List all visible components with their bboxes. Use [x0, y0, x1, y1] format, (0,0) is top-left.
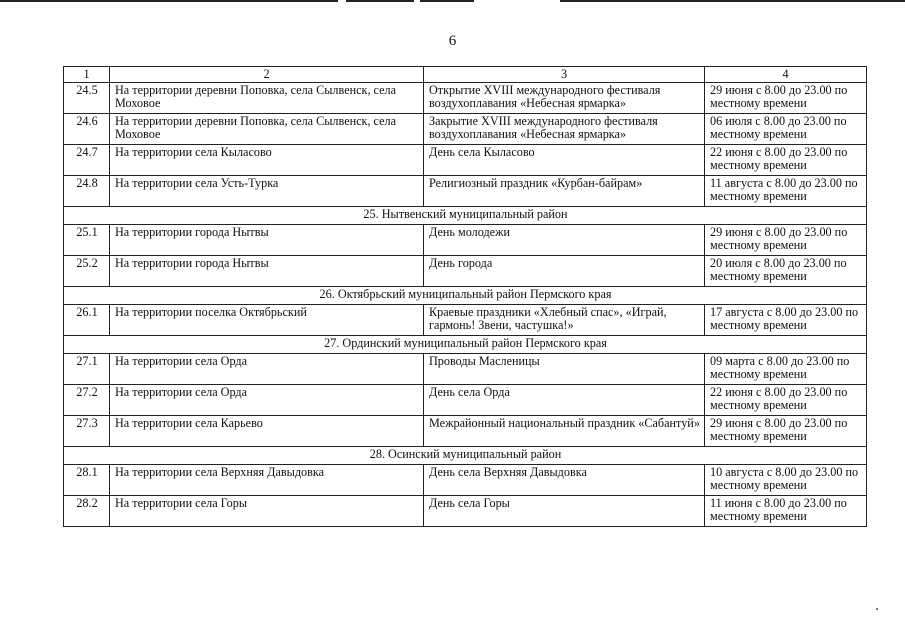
- time-cell: 10 августа с 8.00 до 23.00 по местному времени: [705, 465, 867, 496]
- column-header-1: 1: [64, 67, 110, 83]
- territory-cell: На территории города Нытвы: [110, 256, 424, 287]
- row-number: 28.2: [64, 496, 110, 527]
- table-header-row: [64, 67, 867, 83]
- table-row: [64, 385, 867, 416]
- row-number: 27.2: [64, 385, 110, 416]
- territory-cell: На территории города Нытвы: [110, 225, 424, 256]
- time-cell: 20 июля с 8.00 до 23.00 по местному времени: [705, 256, 867, 287]
- event-cell: Религиозный праздник «Курбан-байрам»: [424, 176, 705, 207]
- table-row: [64, 354, 867, 385]
- section-header-row: [64, 336, 867, 354]
- event-cell: День села Орда: [424, 385, 705, 416]
- territory-cell: На территории села Орда: [110, 354, 424, 385]
- territory-cell: На территории села Горы: [110, 496, 424, 527]
- territory-cell: На территории села Карьево: [110, 416, 424, 447]
- row-number: 27.3: [64, 416, 110, 447]
- time-cell: 06 июля с 8.00 до 23.00 по местному времени: [705, 114, 867, 145]
- time-cell: 29 июня с 8.00 до 23.00 по местному времени: [705, 416, 867, 447]
- event-cell: День села Горы: [424, 496, 705, 527]
- section-title: 28. Осинский муниципальный район: [64, 447, 867, 465]
- column-header-3: 3: [424, 67, 705, 83]
- event-cell: День молодежи: [424, 225, 705, 256]
- time-cell: 17 августа с 8.00 до 23.00 по местному времени: [705, 305, 867, 336]
- time-cell: 11 августа с 8.00 до 23.00 по местному времени: [705, 176, 867, 207]
- event-cell: Открытие XVIII международного фестиваля воздухоплавания «Небесная ярмарка»: [424, 83, 705, 114]
- row-number: 25.2: [64, 256, 110, 287]
- event-cell: День города: [424, 256, 705, 287]
- time-cell: 29 июня с 8.00 до 23.00 по местному времени: [705, 83, 867, 114]
- section-header-row: [64, 207, 867, 225]
- table-row: [64, 225, 867, 256]
- table-row: [64, 114, 867, 145]
- territory-cell: На территории деревни Поповка, села Сылвенск, села Моховое: [110, 114, 424, 145]
- territory-cell: На территории села Орда: [110, 385, 424, 416]
- territory-cell: На территории села Кыласово: [110, 145, 424, 176]
- event-cell: День села Кыласово: [424, 145, 705, 176]
- row-number: 28.1: [64, 465, 110, 496]
- row-number: 27.1: [64, 354, 110, 385]
- scan-speck: [876, 608, 878, 610]
- time-cell: 22 июня с 8.00 до 23.00 по местному времени: [705, 385, 867, 416]
- row-number: 26.1: [64, 305, 110, 336]
- event-cell: Проводы Масленицы: [424, 354, 705, 385]
- row-number: 24.5: [64, 83, 110, 114]
- section-title: 27. Ординский муниципальный район Пермского края: [64, 336, 867, 354]
- table-row: [64, 496, 867, 527]
- row-number: 24.7: [64, 145, 110, 176]
- events-table: [63, 66, 867, 527]
- event-cell: Межрайонный национальный праздник «Сабантуй»: [424, 416, 705, 447]
- table-row: [64, 176, 867, 207]
- section-header-row: [64, 287, 867, 305]
- event-cell: Закрытие XVIII международного фестиваля воздухоплавания «Небесная ярмарка»: [424, 114, 705, 145]
- section-title: 25. Нытвенский муниципальный район: [64, 207, 867, 225]
- table-row: [64, 83, 867, 114]
- table-row: [64, 416, 867, 447]
- time-cell: 22 июня с 8.00 до 23.00 по местному времени: [705, 145, 867, 176]
- row-number: 25.1: [64, 225, 110, 256]
- row-number: 24.8: [64, 176, 110, 207]
- section-header-row: [64, 447, 867, 465]
- table-row: [64, 305, 867, 336]
- section-title: 26. Октябрьский муниципальный район Пермского края: [64, 287, 867, 305]
- time-cell: 11 июня с 8.00 до 23.00 по местному времени: [705, 496, 867, 527]
- table-row: [64, 256, 867, 287]
- row-number: 24.6: [64, 114, 110, 145]
- table-row: [64, 145, 867, 176]
- event-cell: Краевые праздники «Хлебный спас», «Играй, гармонь! Звени, частушка!»: [424, 305, 705, 336]
- scan-top-edge: [0, 0, 905, 3]
- table-body: [64, 83, 867, 527]
- column-header-4: 4: [705, 67, 867, 83]
- column-header-2: 2: [110, 67, 424, 83]
- territory-cell: На территории поселка Октябрьский: [110, 305, 424, 336]
- territory-cell: На территории деревни Поповка, села Сылвенск, села Моховое: [110, 83, 424, 114]
- table-row: [64, 465, 867, 496]
- time-cell: 09 марта с 8.00 до 23.00 по местному времени: [705, 354, 867, 385]
- territory-cell: На территории села Верхняя Давыдовка: [110, 465, 424, 496]
- page-number: 6: [448, 33, 457, 49]
- event-cell: День села Верхняя Давыдовка: [424, 465, 705, 496]
- time-cell: 29 июня с 8.00 до 23.00 по местному времени: [705, 225, 867, 256]
- territory-cell: На территории села Усть-Турка: [110, 176, 424, 207]
